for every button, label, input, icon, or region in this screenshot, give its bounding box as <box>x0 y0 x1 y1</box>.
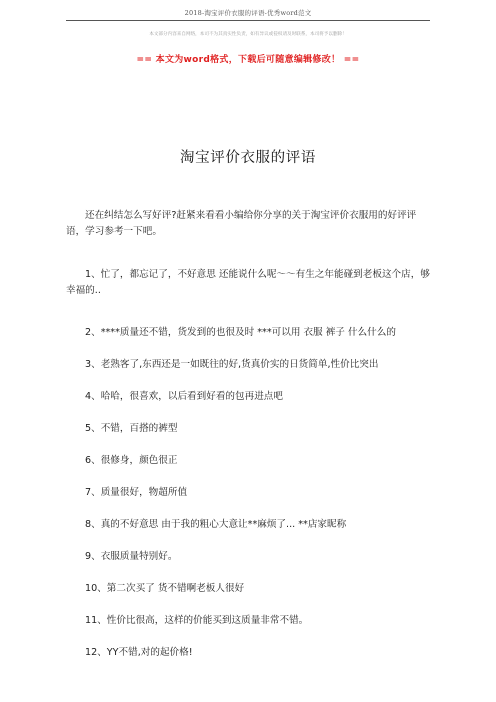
list-item: 2、****质量还不错，货发到的也很及时 ***可以用 衣服 裤子 什么什么的 <box>85 327 396 338</box>
list-item: 8、真的不好意思 由于我的粗心大意让**麻烦了... **店家昵称 <box>85 519 347 530</box>
list-item: 1、忙了，都忘记了，不好意思 还能说什么呢～～有生之年能碰到老板这个店，够幸福的.. <box>66 269 430 296</box>
list-item: 10、第二次买了 货不错啊老板人很好 <box>85 583 245 594</box>
header-title: 2018-淘宝评价衣服的评语-优秀word范文 <box>184 9 312 17</box>
list-item: 6、很修身，颜色很正 <box>85 455 178 466</box>
header-divider <box>66 20 430 21</box>
list-item: 7、质量很好，物超所值 <box>85 487 188 498</box>
word-format-banner: == 本文为word格式，下载后可随意编辑修改！ == <box>136 55 360 65</box>
list-item: 4、哈哈，很喜欢，以后看到好看的包再进点吧 <box>85 391 283 402</box>
list-item: 9、衣服质量特别好。 <box>85 551 178 562</box>
intro-paragraph: 还在纠结怎么写好评?赶紧来看看小编给你分享的关于淘宝评价衣服用的好评评语，学习参考一下吧。 <box>66 210 417 237</box>
list-item: 3、老熟客了,东西还是一如既往的好,货真价实的日货简单,性价比突出 <box>85 359 379 370</box>
list-item: 11、性价比很高，这样的价能买到这质量非常不错。 <box>85 615 309 626</box>
document-title: 淘宝评价衣服的评语 <box>180 150 316 166</box>
list-item: 12、YY不错,对的起价格! <box>85 647 193 658</box>
list-item: 5、不错，百搭的裤型 <box>85 423 178 434</box>
copyright-disclaimer: 本文部分内容来自网络，本司不为其真实性负责，如有异议或侵权请及时联系，本司将予以删除！ <box>149 32 347 37</box>
